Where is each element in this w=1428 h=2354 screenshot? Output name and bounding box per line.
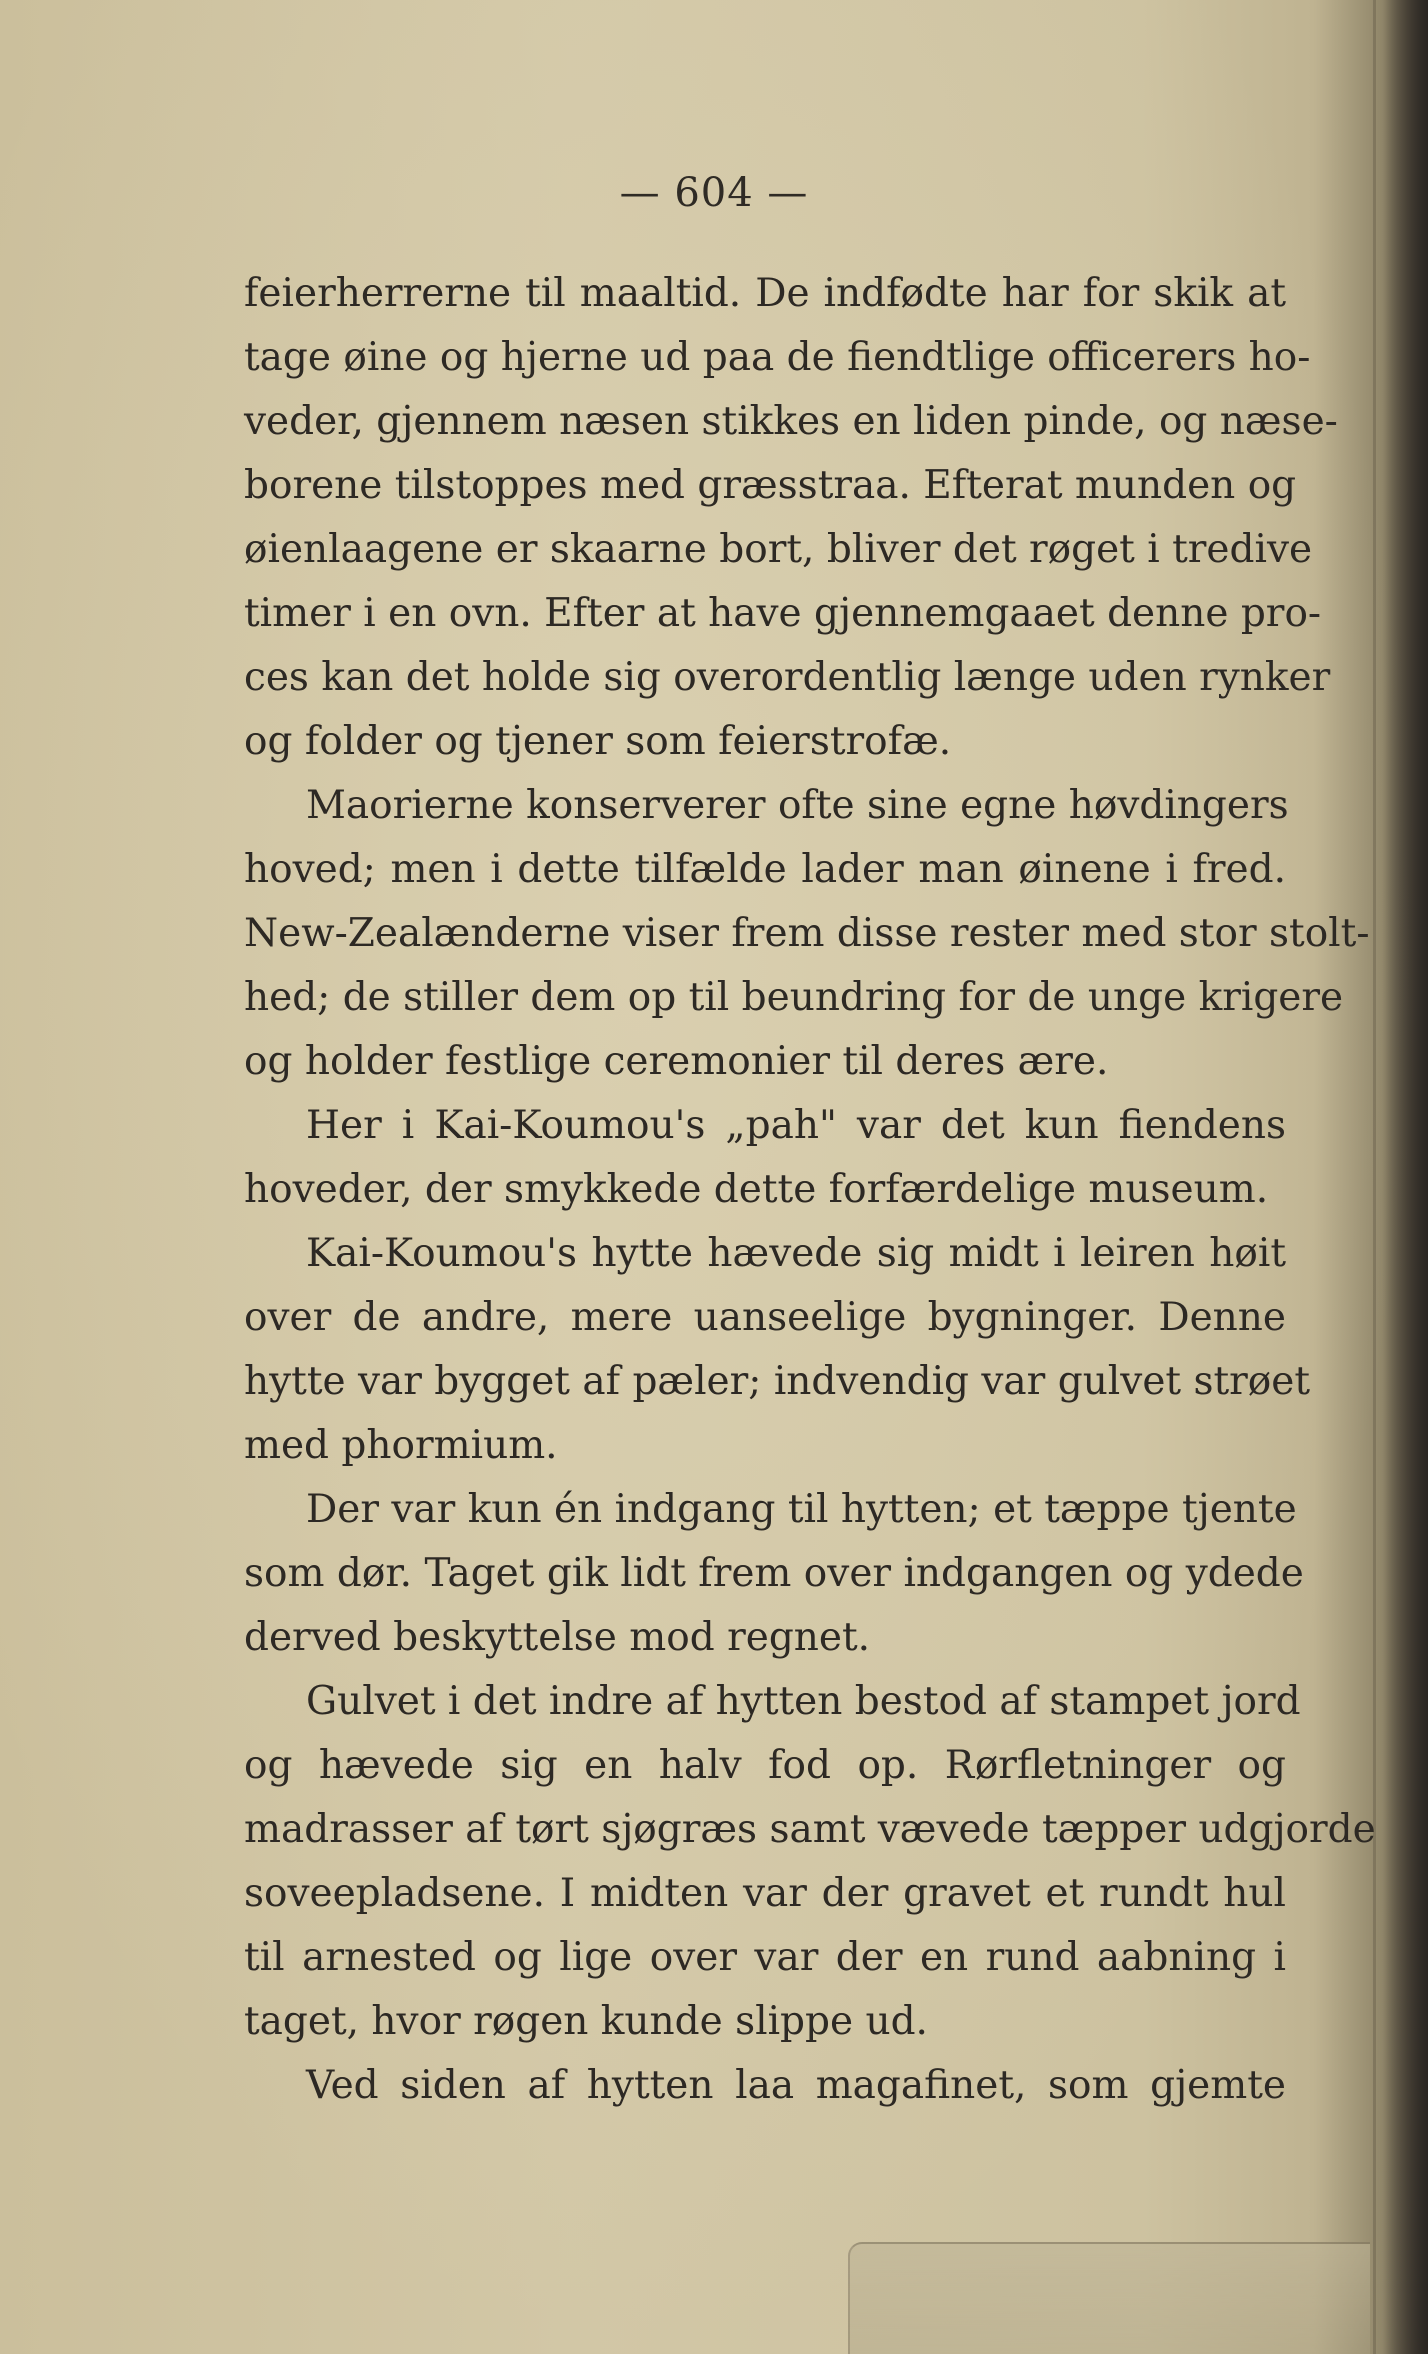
text-line: hoveder, der smykkede dette forfærdelige museum. [244,1167,1269,1212]
text-line: Maorierne konserverer ofte sine egne høvdingers [306,783,1289,828]
text-line: som dør. Taget gik lidt frem over indgangen og ydede [244,1551,1304,1596]
text-line: og holder festlige ceremonier til deres ære. [244,1039,1109,1084]
text-line: New-Zealænderne viser frem disse rester med stor stolt- [244,911,1370,956]
binding-shadow [1382,0,1428,2354]
text-line: Gulvet i det indre af hytten bestod af stampet jord [306,1679,1301,1724]
page-edge [1373,0,1376,2354]
text-line: borene tilstoppes med græsstraa. Efterat munden og [244,463,1297,508]
text-line: med phormium. [244,1423,558,1468]
text-line: over de andre, mere uanseelige bygninger. Denne [244,1295,1286,1340]
text-line: ces kan det holde sig overordentlig længe uden rynker [244,655,1331,700]
text-line: taget, hvor røgen kunde slippe ud. [244,1999,928,2044]
text-line: tage øine og hjerne ud paa de fiendtlige officerers ho- [244,335,1311,380]
text-line: Her i Kai-Koumou's „pah" var det kun fiendens [306,1103,1286,1148]
text-line: derved beskyttelse mod regnet. [244,1615,871,1660]
text-line: soveepladsene. I midten var der gravet et rundt hul [244,1871,1286,1916]
text-line: timer i en ovn. Efter at have gjennemgaaet denne pro- [244,591,1322,636]
text-line: Ved siden af hytten laa magafinet, som gjemte [306,2063,1286,2108]
text-line: til arnested og lige over var der en rund aabning i [244,1935,1286,1980]
text-line: og folder og tjener som feierstrofæ. [244,719,952,764]
text-line: Der var kun én indgang til hytten; et tæppe tjente [306,1487,1297,1532]
page-number: — 604 — [619,170,809,216]
text-line: Kai-Koumou's hytte hævede sig midt i leiren høit [306,1231,1286,1276]
text-line: hytte var bygget af pæler; indvendig var gulvet strøet [244,1359,1311,1404]
text-line: feierherrerne til maaltid. De indfødte har for skik at [244,271,1286,316]
text-line: veder, gjennem næsen stikkes en liden pinde, og næse- [244,399,1338,444]
page-fold [848,2242,1370,2354]
text-line: øienlaagene er skaarne bort, bliver det røget i tredive [244,527,1313,572]
body-text [244,262,1376,2118]
text-line: hed; de stiller dem op til beundring for de unge krigere [244,975,1344,1020]
text-line: madrasser af tørt sjøgræs samt vævede tæpper udgjorde [244,1807,1376,1852]
text-line: og hævede sig en halv fod op. Rørfletninger og [244,1743,1286,1788]
text-line: hoved; men i dette tilfælde lader man øinene i fred. [244,847,1286,892]
